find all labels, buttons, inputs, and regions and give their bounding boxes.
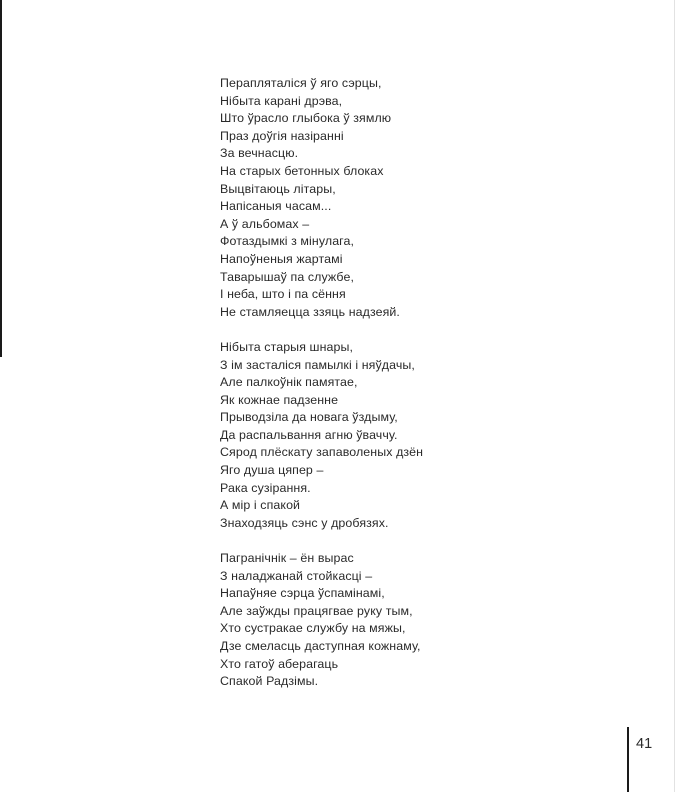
- poem-line: Напаўняе сэрца ўспамінамі,: [220, 586, 385, 601]
- poem-line: Напісаныя часам...: [220, 199, 332, 214]
- poem-line: Спакой Радзімы.: [220, 674, 319, 689]
- poem-line: Фотаздымкі з мінулага,: [220, 234, 355, 249]
- poem-line: Перапляталіся ў яго сэрцы,: [220, 76, 382, 90]
- poem-line: За вечнасцю.: [220, 146, 299, 161]
- poem-line: Пагранічнік – ён вырас: [220, 551, 354, 566]
- poem-line: Але заўжды працягвае руку тым,: [220, 603, 413, 618]
- poem-line: Дзе смеласць даступная кожнаму,: [220, 639, 421, 653]
- poem-line: Як кожнае падзенне: [220, 392, 339, 407]
- poem-line: Што ўрасло глыбока ў зямлю: [220, 111, 392, 126]
- poem-line: Прыводзіла да новага ўздыму,: [220, 410, 398, 425]
- poem-line: І неба, што і па сёння: [220, 287, 346, 302]
- poem-line: Выцвітаюць літары,: [220, 181, 336, 196]
- poem-line: Праз доўгія назіранні: [220, 128, 344, 143]
- poem-line: Яго душа цяпер –: [220, 463, 324, 478]
- page-number-rule: [627, 727, 629, 792]
- poem-line: Да распальвання агню ўваччу.: [220, 427, 398, 442]
- poem-line: А ў альбомах –: [220, 216, 310, 231]
- poem-line: Знаходзяць сэнс у дробязях.: [220, 515, 389, 530]
- poem-line: Таварышаў па службе,: [220, 269, 355, 284]
- left-edge-bar: [0, 0, 2, 357]
- poem-line: На старых бетонных блоках: [220, 163, 384, 178]
- poem-line: Сярод плёскату запаволеных дзён: [220, 445, 424, 460]
- poem-line: А мір і спакой: [220, 498, 301, 513]
- poem-line: Нібыта карані дрэва,: [220, 93, 343, 108]
- poem-line: З наладжанай стойкасці –: [220, 568, 373, 583]
- poem-line: Не стамляецца ззяць надзеяй.: [220, 304, 400, 319]
- poem-line: Рака сузірання.: [220, 480, 311, 495]
- poem-line: Хто сустракае службу на мяжы,: [220, 621, 406, 636]
- stanza-3: [220, 550, 620, 691]
- page-number: 41: [636, 736, 653, 752]
- poem-line: Але палкоўнік памятае,: [220, 375, 358, 390]
- poem-body: [220, 75, 620, 708]
- poem-line: Нібыта старыя шнары,: [220, 339, 354, 354]
- poem-line: З ім засталіся памылкі і няўдачы,: [220, 357, 415, 372]
- poem-line: Хто гатоў аберагаць: [220, 656, 339, 671]
- poem-line: Напоўненыя жартамі: [220, 251, 343, 266]
- stanza-1: [220, 75, 620, 321]
- stanza-2: [220, 339, 620, 533]
